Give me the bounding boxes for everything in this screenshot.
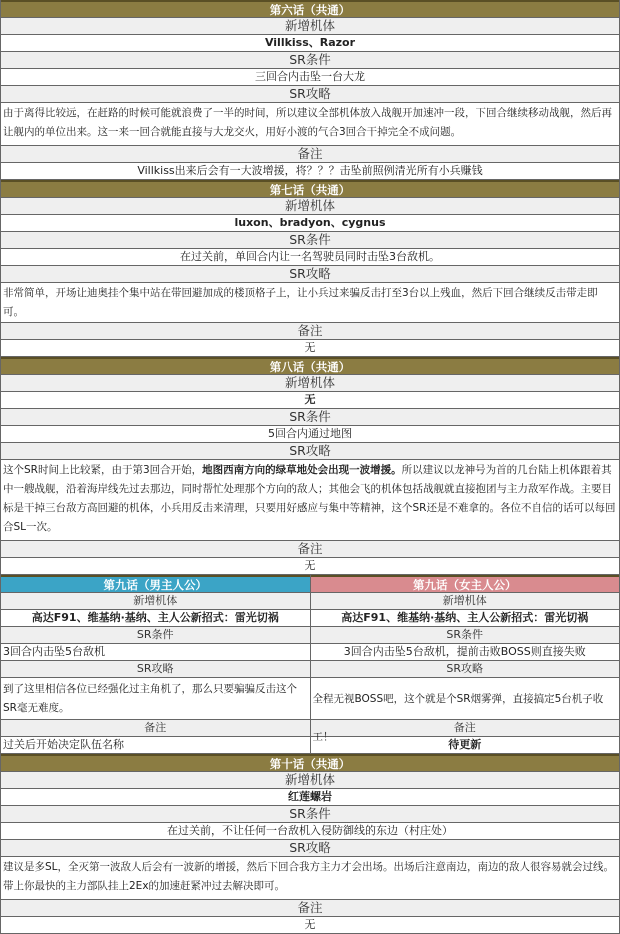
chapter-title: 第九话（男主人公） <box>1 575 310 593</box>
chapter-7-table <box>0 180 620 357</box>
condition-value: 5回合内通过地图 <box>1 426 619 443</box>
strategy-text: 由于离得比较远，在赶路的时候可能就浪费了一半的时间，所以建议全部机体放入战舰开加速冲一段，下回合继续移动战舰，然后再让舰内的单位出来。这一来一回合就能直接与大龙交火，用好小渡的气合3回合干掉完全不成问题。 <box>1 103 619 146</box>
condition-label: SR条件 <box>1 627 310 644</box>
condition-label: SR条件 <box>1 409 619 426</box>
chapter-8-table <box>0 357 620 575</box>
units-value: Villkiss、Razor <box>1 35 619 52</box>
chapter-title: 第八话（共通） <box>1 357 619 375</box>
condition-label: SR条件 <box>1 52 619 69</box>
strategy-highlight: 地图西南方向的绿草地处会出现一波增援。 <box>202 464 402 476</box>
note-value: 待更新 <box>311 737 620 754</box>
chapter-6-table <box>0 0 620 180</box>
strategy-label: SR攻略 <box>1 661 310 678</box>
chapter-title: 第十话（共通） <box>1 754 619 772</box>
chapter-title: 第七话（共通） <box>1 180 619 198</box>
strategy-label: SR攻略 <box>311 661 620 678</box>
condition-value: 三回合内击坠一台大龙 <box>1 69 619 86</box>
note-label: 备注 <box>1 900 619 917</box>
note-label: 备注 <box>1 323 619 340</box>
units-value: luxon、bradyon、cygnus <box>1 215 619 232</box>
strategy-text: 全程无视BOSS吧，这个就是个SR烟雾弹，直接搞定5台机子收工！ <box>311 678 620 720</box>
strategy-text: 建议是多SL，全灭第一波敌人后会有一波新的增援，然后下回合我方主力才会出场。出场后注意南边，南边的敌人很容易就会过线。带上你最快的主力部队挂上2Ex的加速赶紧冲过去解决即可。 <box>1 857 619 900</box>
strategy-label: SR攻略 <box>1 266 619 283</box>
note-value: Villkiss出来后会有一大波增援，将？？？击坠前照例清光所有小兵赚钱 <box>1 163 619 180</box>
strategy-text: 到了这里相信各位已经强化过主角机了，那么只要骗骗反击这个SR毫无难度。 <box>1 678 310 720</box>
note-label: 备注 <box>1 541 619 558</box>
condition-label: SR条件 <box>1 232 619 249</box>
note-value: 无 <box>1 340 619 357</box>
note-value: 无 <box>1 558 619 575</box>
strategy-text: 非常简单，开场让迪奥挂个集中站在带回避加成的楼顶格子上，让小兵过来骗反击打至3台以上残血，然后下回合继续反击带走即可。 <box>1 283 619 323</box>
units-value: 无 <box>1 392 619 409</box>
condition-label: SR条件 <box>311 627 620 644</box>
note-value: 无 <box>1 917 619 934</box>
condition-value: 3回合内击坠5台敌机 <box>1 644 310 661</box>
condition-value: 3回合内击坠5台敌机，提前击败BOSS则直接失败 <box>311 644 620 661</box>
strategy-text <box>1 460 619 541</box>
chapter-title: 第六话（共通） <box>1 0 619 18</box>
note-label: 备注 <box>311 720 620 737</box>
condition-value: 在过关前，单回合内让一名驾驶员同时击坠3台敌机。 <box>1 249 619 266</box>
units-label: 新增机体 <box>311 593 620 610</box>
condition-label: SR条件 <box>1 806 619 823</box>
units-label: 新增机体 <box>1 593 310 610</box>
condition-value: 在过关前，不让任何一台敌机入侵防御线的东边（村庄处） <box>1 823 619 840</box>
strategy-text-part: 这个SR时间上比较紧，由于第3回合开始， <box>3 464 203 476</box>
units-label: 新增机体 <box>1 198 619 215</box>
units-label: 新增机体 <box>1 18 619 35</box>
note-label: 备注 <box>1 720 310 737</box>
units-label: 新增机体 <box>1 772 619 789</box>
note-value: 过关后开始决定队伍名称 <box>1 737 310 754</box>
chapter-10-table <box>0 754 620 934</box>
chapter-title: 第九话（女主人公） <box>311 575 620 593</box>
units-label: 新增机体 <box>1 375 619 392</box>
strategy-label: SR攻略 <box>1 840 619 857</box>
units-value: 红莲螺岩 <box>1 789 619 806</box>
chapter-9-table <box>0 575 620 754</box>
units-value: 高达F91、维基纳·基纳、主人公新招式：雷光切祸 <box>1 610 310 627</box>
note-label: 备注 <box>1 146 619 163</box>
strategy-text-part: 所以建议以龙神号为首的几台陆上机体跟着其中一艘战舰，沿着海岸线先过去那边，同时帮忙处理那个方向的敌人；其他会飞的机体包括战舰就直接抱团与主力敌军作战。主要目标是干掉三台敌方高回避的机体，小兵用反击来清理，只要用好感应与集中等精神，这个SR还是不难拿的。各位不自信的话可以每回合SL一次。 <box>3 464 616 533</box>
male-route-column <box>1 575 310 754</box>
strategy-label: SR攻略 <box>1 443 619 460</box>
female-route-column <box>310 575 620 754</box>
units-value: 高达F91、维基纳·基纳、主人公新招式：雷光切祸 <box>311 610 620 627</box>
strategy-label: SR攻略 <box>1 86 619 103</box>
